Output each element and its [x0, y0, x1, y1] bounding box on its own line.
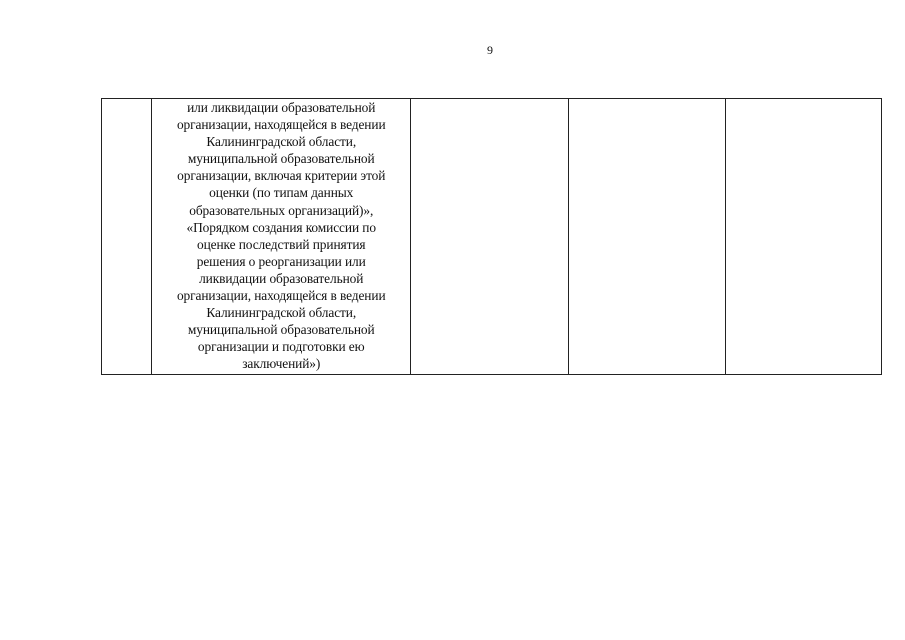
document-table	[101, 98, 882, 375]
description-text: или ликвидации образовательной организации, находящейся в ведении Калининградской области, муниципальной образовательной организации, включая критерии этой оценки (по типам данных образовательных организаций)», «Порядком создания комиссии по оценке последствий принятия решения о реорганизации или ликвидации образовательной организации, находящейся в ведении Калининградской области, муниципальной образовательной организации и подготовки ею заключений»)	[176, 100, 386, 372]
table-cell-4	[568, 99, 725, 375]
table-cell-description	[152, 99, 411, 375]
table-cell-3	[411, 99, 568, 375]
table-cell-5	[725, 99, 881, 375]
table-row	[102, 99, 882, 375]
page-number: 9	[487, 43, 493, 57]
table-cell-number	[102, 99, 152, 375]
